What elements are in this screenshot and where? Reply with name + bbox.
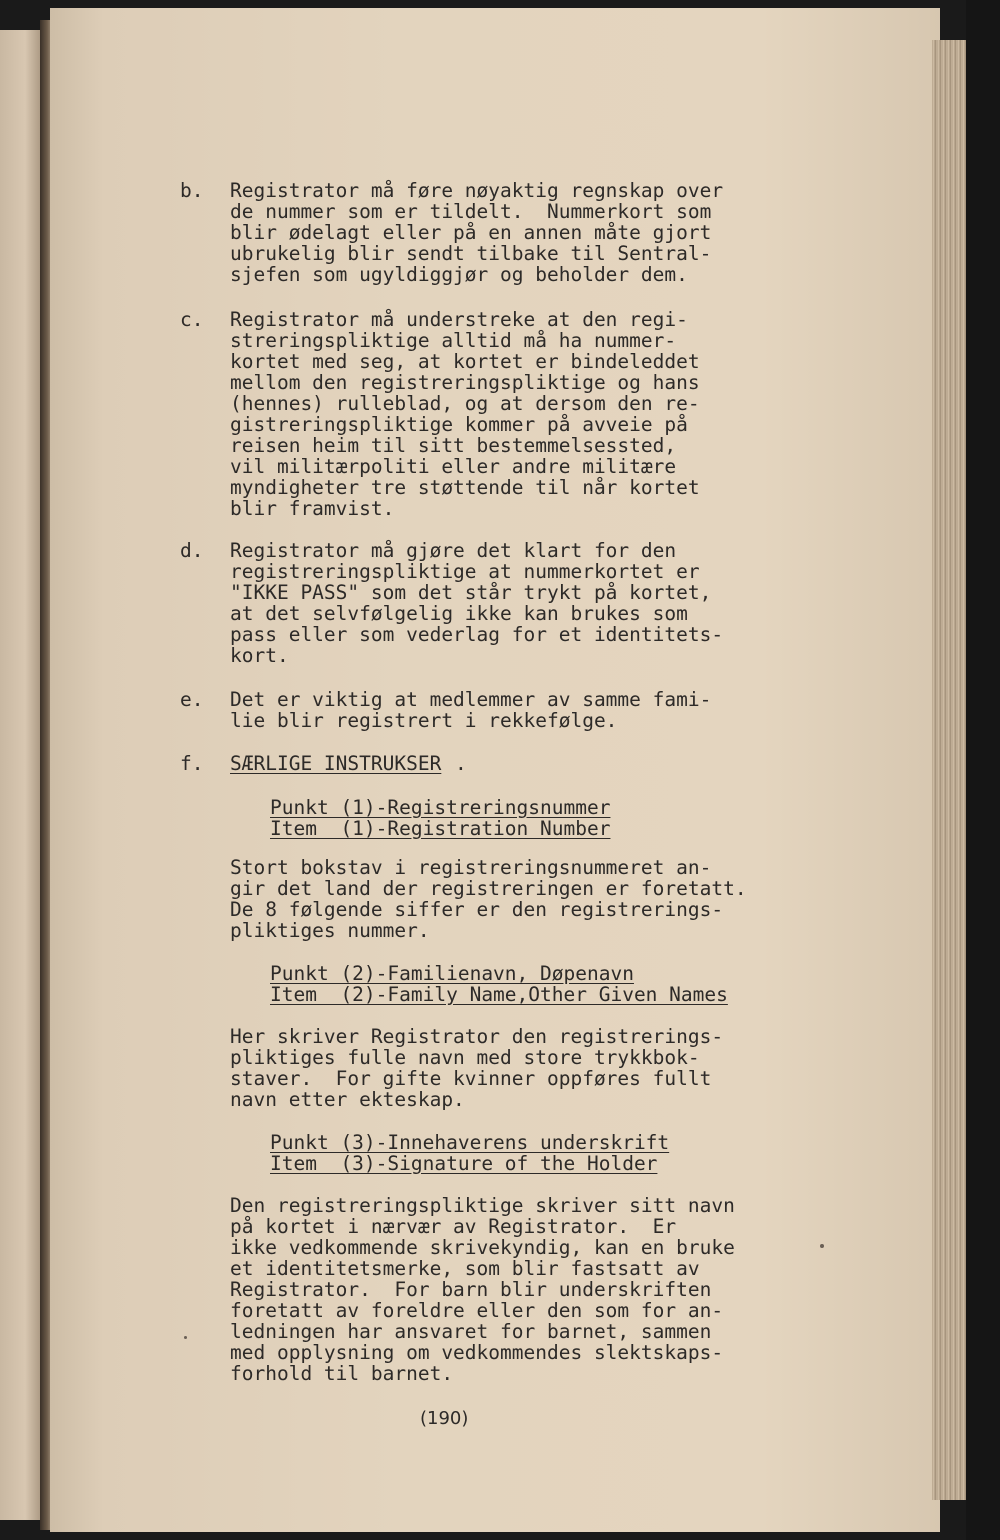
subsection-2-text — [230, 1026, 830, 1110]
text-line: Den registreringspliktige skriver sitt navn — [230, 1194, 735, 1217]
text-line: Registrator må gjøre det klart for den — [230, 539, 677, 562]
text-line: "IKKE PASS" som det står trykt på kortet, — [230, 581, 712, 604]
section-title-period: . — [455, 752, 467, 775]
item-marker-f: f. — [180, 752, 204, 775]
text-line: Registrator må understreke at den regi- — [230, 308, 688, 331]
text-line: et identitetsmerke, som blir fastsatt av — [230, 1257, 700, 1280]
heading-english: Item (2)-Family Name,Other Given Names — [270, 983, 728, 1006]
document-page — [50, 8, 940, 1532]
text-line: pass eller som vederlag for et identitets- — [230, 623, 724, 646]
text-line: myndigheter tre støttende til når kortet — [230, 476, 700, 499]
page-number: (190) — [420, 1408, 469, 1429]
heading-norwegian: Punkt (3)-Innehaverens underskrift — [270, 1131, 670, 1154]
text-line: på kortet i nærvær av Registrator. Er — [230, 1215, 677, 1238]
text-line: De 8 følgende siffer er den registrerings- — [230, 898, 724, 921]
item-marker-d: d. — [180, 539, 204, 562]
heading-english: Item (1)-Registration Number — [270, 817, 611, 840]
text-line: kort. — [230, 644, 289, 667]
text-line: Registrator. For barn blir underskriften — [230, 1278, 712, 1301]
text-line: mellom den registreringspliktige og hans — [230, 371, 700, 394]
item-c-text — [230, 309, 830, 519]
text-line: lie blir registrert i rekkefølge. — [230, 709, 618, 732]
text-line: reisen heim til sitt bestemmelsessted, — [230, 434, 677, 457]
text-line: pliktiges fulle navn med store trykkbok- — [230, 1046, 700, 1069]
item-d-text — [230, 540, 830, 666]
text-line: Her skriver Registrator den registrerings- — [230, 1025, 724, 1048]
text-line: blir framvist. — [230, 497, 395, 520]
text-line: forhold til barnet. — [230, 1362, 454, 1385]
text-line: Det er viktig at medlemmer av samme fami- — [230, 688, 712, 711]
subsection-3-text — [230, 1195, 830, 1384]
heading-norwegian: Punkt (1)-Registreringsnummer — [270, 796, 611, 819]
ink-speck — [184, 1336, 187, 1339]
text-line: blir ødelagt eller på en annen måte gjort — [230, 221, 712, 244]
heading-english: Item (3)-Signature of the Holder — [270, 1152, 658, 1175]
text-line: at det selvfølgelig ikke kan brukes som — [230, 602, 688, 625]
text-line: Registrator må føre nøyaktig regnskap over — [230, 179, 724, 202]
text-line: foretatt av foreldre eller den som for an- — [230, 1299, 724, 1322]
text-line: kortet med seg, at kortet er bindeleddet — [230, 350, 700, 373]
text-line: pliktiges nummer. — [230, 919, 430, 942]
left-page-edge — [0, 30, 42, 1520]
ink-speck — [820, 1244, 824, 1248]
text-line: staver. For gifte kvinner oppføres fullt — [230, 1067, 712, 1090]
text-line: de nummer som er tildelt. Nummerkort som — [230, 200, 712, 223]
subsection-1-text — [230, 857, 830, 941]
section-title: SÆRLIGE INSTRUKSER — [230, 752, 442, 775]
page-content — [50, 8, 940, 1532]
text-line: gir det land der registreringen er foretatt. — [230, 877, 747, 900]
item-marker-c: c. — [180, 308, 204, 331]
subsection-heading-3 — [270, 1132, 669, 1174]
text-line: registreringspliktige at nummerkortet er — [230, 560, 700, 583]
subsection-heading-1 — [270, 797, 610, 839]
text-line: ubrukelig blir sendt tilbake til Sentral- — [230, 242, 712, 265]
heading-norwegian: Punkt (2)-Familienavn, Døpenavn — [270, 962, 634, 985]
text-line: Stort bokstav i registreringsnummeret an- — [230, 856, 712, 879]
text-line: med opplysning om vedkommendes slektskaps- — [230, 1341, 724, 1364]
text-line: sjefen som ugyldiggjør og beholder dem. — [230, 263, 688, 286]
item-marker-b: b. — [180, 179, 204, 202]
text-line: (hennes) rulleblad, og at dersom den re- — [230, 392, 700, 415]
background-right — [966, 0, 1000, 1540]
item-marker-e: e. — [180, 688, 204, 711]
text-line: gistreringspliktige kommer på avveie på — [230, 413, 688, 436]
item-e-text — [230, 689, 830, 731]
item-b-text — [230, 180, 830, 285]
text-line: ledningen har ansvaret for barnet, sammen — [230, 1320, 712, 1343]
page-stack-edge — [932, 40, 968, 1500]
subsection-heading-2 — [270, 963, 728, 1005]
text-line: streringspliktige alltid må ha nummer- — [230, 329, 677, 352]
text-line: navn etter ekteskap. — [230, 1088, 465, 1111]
text-line: ikke vedkommende skrivekyndig, kan en bruke — [230, 1236, 735, 1259]
text-line: vil militærpoliti eller andre militære — [230, 455, 677, 478]
